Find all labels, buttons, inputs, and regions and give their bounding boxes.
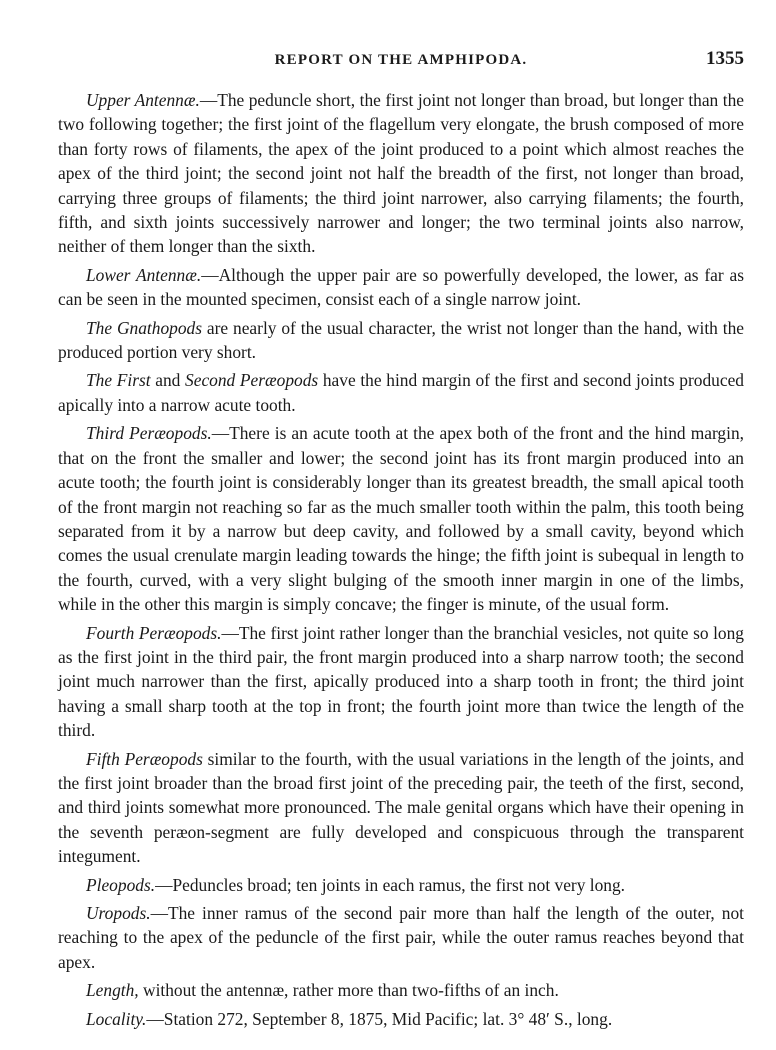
text-uropods: —The inner ramus of the second pair more than half the length of the outer, not reaching to the apex of the peduncle of the first pair, while the outer ramus reaches beyond that apex. [58, 903, 744, 972]
paragraph-pleopods [58, 873, 744, 897]
heading-gnathopods: The Gnathopods [86, 317, 203, 338]
text-length: without the antennæ, rather more than two-fifths of an inch. [138, 980, 559, 1001]
page-number: 1355 [706, 48, 744, 69]
text-lower-antennae: —Although the upper pair are so powerfully developed, the lower, as far as can be seen in the mounted specimen, consist each of a single narrow joint. [58, 264, 744, 310]
heading-locality: Locality. [86, 1008, 147, 1029]
page-header [58, 48, 744, 72]
heading-lower-antennae: Lower Antennæ. [86, 264, 202, 285]
paragraph-third-peraeopods [58, 421, 744, 616]
paragraph-first-second-peraeopods [58, 368, 744, 417]
text-upper-antennae: —The peduncle short, the first joint not longer than broad, but longer than the two following together; the first joint of the flagellum very elongate, the brush composed of more than forty rows of filaments, the apex of the joint produced to a point which almost reaches the apex of the third joint; the second joint not half the breadth of the first, not longer than broad, carrying three groups of filaments; the third joint narrower, also carrying filaments; the fourth, fifth, and sixth joints successively narrower and longer; the two terminal joints also narrow, neither of them longer than the sixth. [58, 90, 744, 257]
paragraph-fourth-peraeopods [58, 621, 744, 743]
heading-fourth-peraeopods: Fourth Peræopods. [86, 622, 222, 643]
text-fifth-peraeopods: similar to the fourth, with the usual variations in the length of the joints, and the first joint broader than the broad first joint of the preceding pair, the teeth of the first, second, and third joints somewhat more pronounced. The male genital organs which have their opening in the seventh peræon-segment are fully developed and conspicuous through the transparent integument. [58, 748, 745, 867]
heading-third-peraeopods: Third Peræopods. [86, 423, 212, 444]
paragraph-fifth-peraeopods [58, 747, 744, 869]
text-first-second-peraeopods: have the hind margin of the first and second joints produced apically into a narrow acute tooth. [58, 370, 744, 415]
paragraph-lower-antennae [58, 263, 744, 312]
heading-uropods: Uropods. [86, 903, 151, 923]
text-fourth-peraeopods: —The first joint rather longer than the branchial vesicles, not quite so long as the first joint in the third pair, the front margin produced into a sharp narrow tooth; the second joint much narrower than the first, apically produced into a sharp tooth in front; the third joint having a small sharp tooth at the top in front; the fourth joint more than twice the length of the third. [58, 622, 744, 741]
paragraph-locality [58, 1007, 744, 1031]
heading-fifth-peraeopods: Fifth Peræopods [86, 748, 203, 769]
text-gnathopods: are nearly of the usual character, the wrist not longer than the hand, with the produced portion very short. [58, 317, 745, 363]
heading-first: The First [86, 370, 151, 391]
paragraph-upper-antennae [58, 88, 744, 259]
paragraph-length [58, 978, 744, 1002]
text-pleopods: —Peduncles broad; ten joints in each ramus, the first not very long. [155, 874, 626, 895]
paragraph-uropods [58, 901, 744, 974]
body-text [58, 88, 744, 1035]
text-third-peraeopods: —There is an acute tooth at the apex both of the front and the hind margin, that on the front the smaller and lower; the second joint has its front margin produced into an acute tooth; the fourth joint is considerably longer than its greatest breadth, the small apical tooth of the front margin not reaching so far as the much smaller tooth within the palm, this tooth being separated from it by a narrow but deep cavity, and followed by a small cavity, beyond which comes the usual crenulate margin leading towards the hinge; the fifth joint is subequal in length to the fourth, curved, with a very slight bulging of the smooth inner margin in one of the limbs, while in the other this margin is simply concave; the finger is minute, of the usual form. [58, 423, 744, 615]
text-and: and [150, 370, 186, 391]
text-locality: —Station 272, September 8, 1875, Mid Pacific; lat. 3° 48′ S., long. [146, 1008, 613, 1029]
heading-pleopods: Pleopods. [86, 874, 156, 895]
heading-second-peraeopods: Second Peræopods [185, 370, 319, 391]
heading-length: Length, [86, 980, 139, 1001]
paragraph-gnathopods [58, 316, 744, 365]
running-title: REPORT ON THE AMPHIPODA. [274, 52, 528, 68]
heading-upper-antennae: Upper Antennæ. [86, 90, 200, 110]
